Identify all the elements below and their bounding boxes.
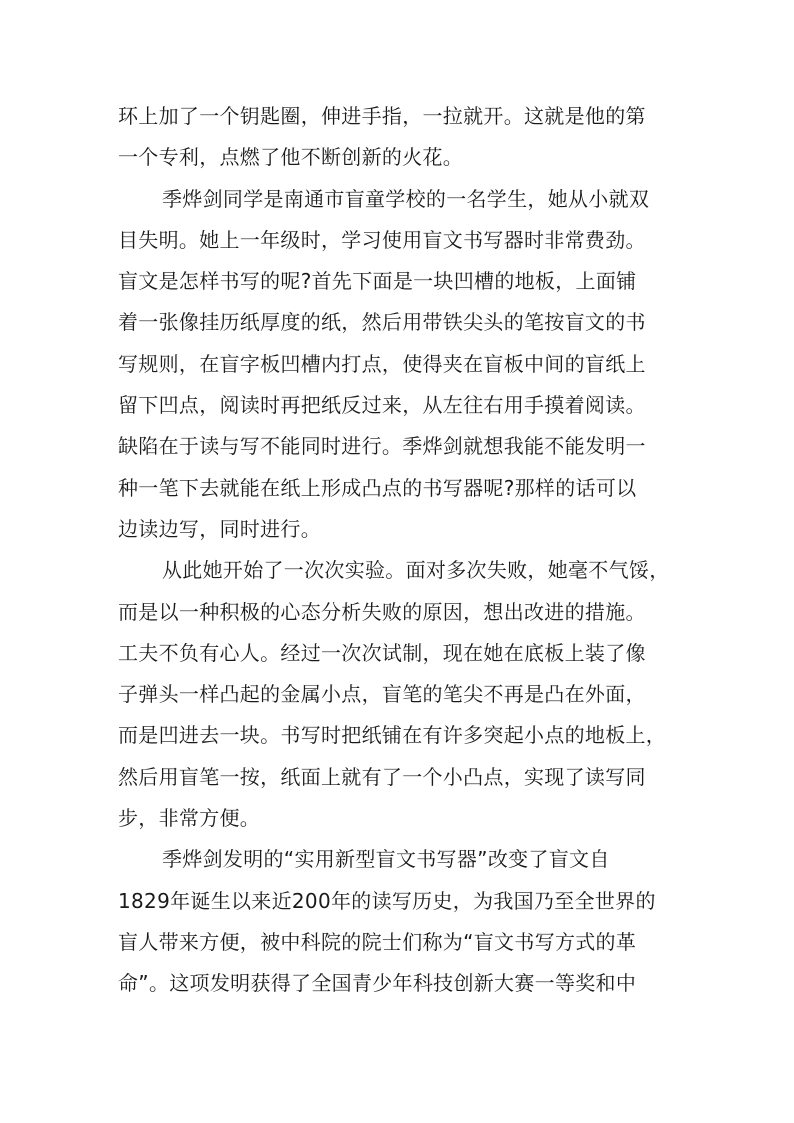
text-line: 从此她开始了一次次实验。面对多次失败，她毫不气馁，: [162, 558, 670, 583]
text-line: 缺陷在于读与写不能同时进行。季烨剑就想我能不能发明一: [118, 434, 646, 459]
text-line: 而是凹进去一块。书写时把纸铺在有许多突起小点的地板上，: [118, 723, 667, 748]
text-line: 季烨剑同学是南通市盲童学校的一名学生，她从小就双: [162, 186, 650, 211]
text-line: 子弹头一样凸起的金属小点，盲笔的笔尖不再是凸在外面，: [118, 682, 646, 707]
text-line: 然后用盲笔一按，纸面上就有了一个小凸点，实现了读写同: [118, 764, 646, 789]
text-line: 目失明。她上一年级时，学习使用盲文书写器时非常费劲。: [118, 227, 646, 252]
text-line: 季烨剑发明的“实用新型盲文书写器”改变了盲文自: [162, 847, 610, 872]
text-line: 着一张像挂历纸厚度的纸，然后用带铁尖头的笔按盲文的书: [118, 310, 646, 335]
text-line: 盲人带来方便，被中科院的院士们称为“盲文书写方式的革: [118, 929, 637, 954]
text-line: 环上加了一个钥匙圈，伸进手指，一拉就开。这就是他的第: [118, 104, 646, 128]
body-text: [118, 96, 678, 1005]
text-line: 而是以一种积极的心态分析失败的原因，想出改进的措施。: [118, 599, 646, 624]
text-line: 工夫不负有心人。经过一次次试制，现在她在底板上装了像: [118, 640, 646, 665]
text-line: 1829年诞生以来近200年的读写历史，为我国乃至全世界的: [118, 888, 656, 913]
text-line: 写规则，在盲字板凹槽内打点，使得夹在盲板中间的盲纸上: [118, 351, 646, 376]
text-line: 命”。这项发明获得了全国青少年科技创新大赛一等奖和中: [118, 971, 637, 996]
text-line: 边读边写，同时进行。: [118, 516, 321, 541]
text-line: 步，非常方便。: [118, 806, 261, 831]
text-line: 留下凹点，阅读时再把纸反过来，从左往右用手摸着阅读。: [118, 393, 646, 418]
text-line: 种一笔下去就能在纸上形成凸点的书写器呢?那样的话可以: [118, 475, 637, 500]
text-line: 盲文是怎样书写的呢?首先下面是一块凹槽的地板，上面铺: [118, 269, 637, 294]
text-line: 一个专利，点燃了他不断创新的火花。: [118, 145, 464, 170]
